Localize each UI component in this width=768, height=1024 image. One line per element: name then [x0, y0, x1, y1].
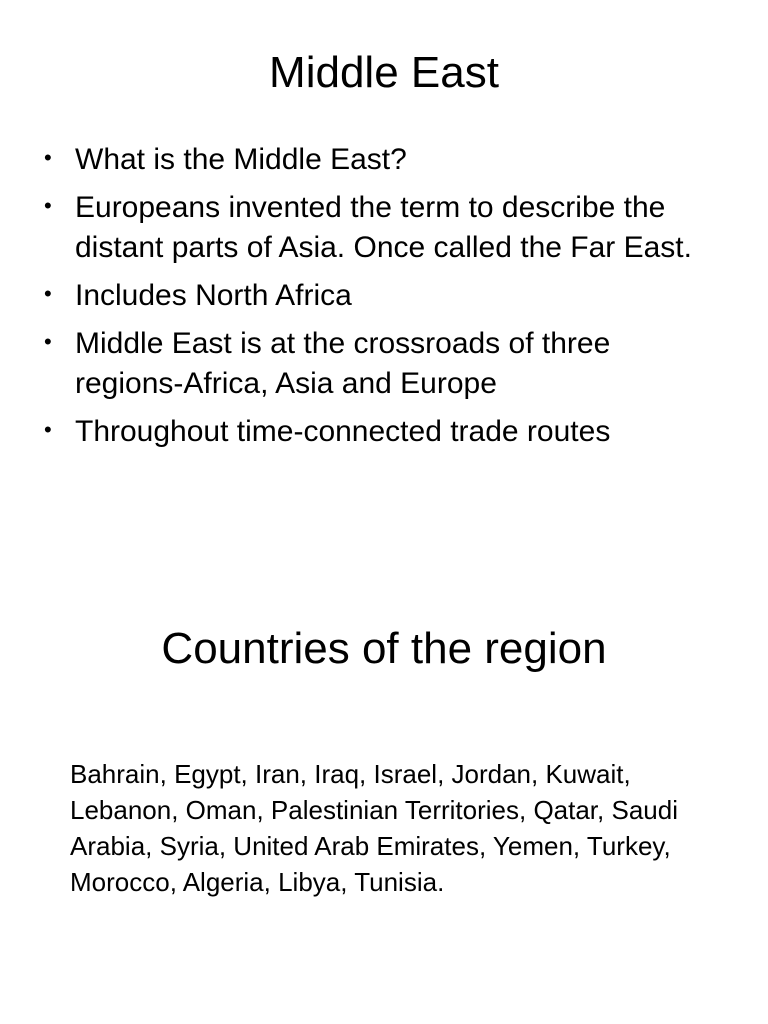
bullet-text: Europeans invented the term to describe the distant parts of Asia. Once called the Far East.	[75, 191, 692, 264]
bullet-item	[40, 412, 720, 452]
bullet-icon: •	[44, 193, 52, 218]
bullet-icon: •	[44, 281, 52, 306]
bullet-text: Middle East is at the crossroads of three regions-Africa, Asia and Europe	[75, 327, 611, 400]
slide-title: Middle East	[269, 48, 499, 97]
slide-title: Countries of the region	[161, 624, 607, 673]
bullet-item	[40, 324, 720, 404]
countries-paragraph: Bahrain, Egypt, Iran, Iraq, Israel, Jordan, Kuwait, Lebanon, Oman, Palestinian Territories, Qatar, Saudi Arabia, Syria, United Arab Emirates, Yemen, Turkey, Morocco, Algeria, Libya, Tunisia.	[70, 759, 678, 897]
bullet-icon: •	[44, 417, 52, 442]
bullet-text: What is the Middle East?	[75, 143, 407, 176]
bullet-text: Throughout time-connected trade routes	[75, 415, 611, 448]
bullet-item	[40, 276, 720, 316]
bullet-icon: •	[44, 145, 52, 170]
slide-countries	[0, 512, 768, 1024]
bullet-text: Includes North Africa	[75, 279, 352, 312]
bullet-item	[40, 188, 720, 268]
bullet-item	[40, 140, 720, 180]
bullet-icon: •	[44, 329, 52, 354]
bullet-list	[40, 140, 720, 460]
